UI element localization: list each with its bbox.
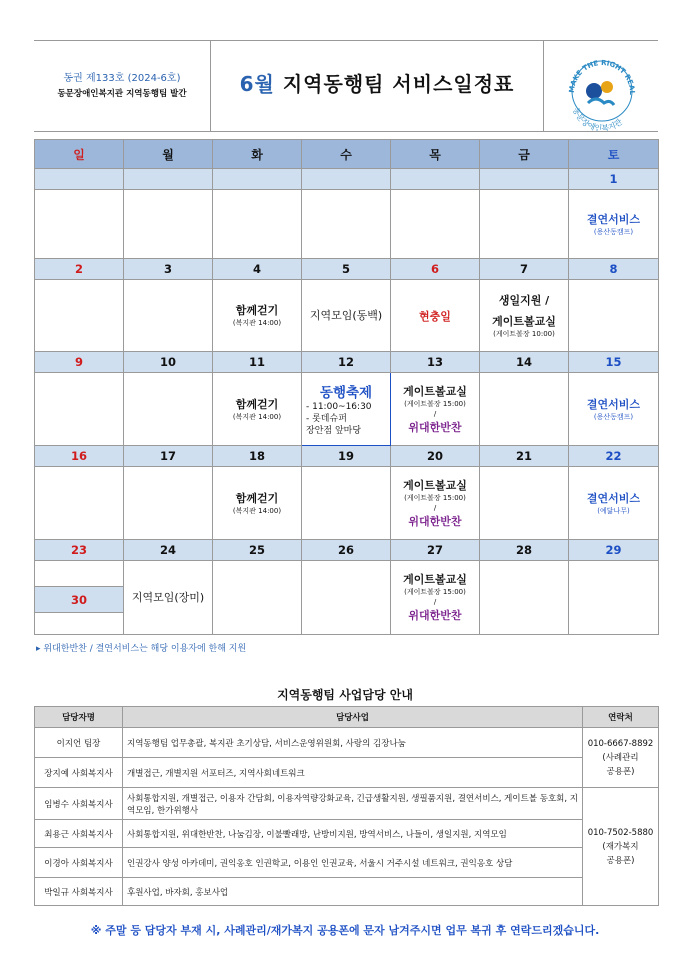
event-cell <box>124 561 213 635</box>
day-header-sun: 일 <box>35 140 124 169</box>
event-cell <box>480 373 569 446</box>
event-cell <box>302 190 391 259</box>
event-title: 함께걷기 <box>235 304 279 317</box>
phone-note: (사례관리 <box>602 752 639 763</box>
staff-duty: 인권강사 양성 아카데미, 권익옹호 인권학교, 이용인 인권교육, 서울시 거주시설 네트워크, 권익옹호 상담 <box>123 848 583 878</box>
date-cell <box>124 169 213 190</box>
publisher: 동문장애인복지관 지역동행팀 발간 <box>57 89 187 99</box>
date-cell <box>391 169 480 190</box>
date-cell: 30 <box>35 587 124 613</box>
event-cell <box>35 561 124 587</box>
event-cell <box>391 190 480 259</box>
date-cell: 4 <box>213 259 302 280</box>
festival-cell <box>302 373 391 446</box>
event-title: 게이트볼교실 <box>492 314 556 328</box>
event-cell <box>569 280 659 352</box>
event-cell <box>213 467 302 540</box>
event-title: 생일지원 / <box>498 293 550 307</box>
event-cell <box>480 280 569 352</box>
staff-duty: 사회통합지원, 개별접근, 이용자 간담회, 이용자역량강화교육, 긴급생활지원, 생필품지원, 결연서비스, 게이트볼 동호회, 지역모임, 한가위행사 <box>123 788 583 820</box>
date-cell: 20 <box>391 446 480 467</box>
date-cell: 15 <box>569 352 659 373</box>
event-cell <box>35 613 124 635</box>
date-cell: 26 <box>302 540 391 561</box>
date-cell: 28 <box>480 540 569 561</box>
date-cell <box>302 169 391 190</box>
day-header-sat: 토 <box>569 140 659 169</box>
staff-section-title: 지역동행팀 사업담당 안내 <box>277 688 413 702</box>
phone-note: (재가복지 <box>602 841 639 852</box>
phone-number: 010-7502-5880 <box>587 827 654 838</box>
newsletter-header <box>34 40 658 132</box>
date-cell <box>213 169 302 190</box>
staff-name: 이경아 사회복지사 <box>35 848 123 878</box>
event-cell <box>391 467 480 540</box>
date-cell: 18 <box>213 446 302 467</box>
staff-table <box>34 706 659 906</box>
date-cell: 6 <box>391 259 480 280</box>
event-cell <box>302 467 391 540</box>
event-title: 위대한반찬 <box>408 420 462 434</box>
svg-text:동문장애인복지관 <box>571 106 624 131</box>
event-cell <box>569 467 659 540</box>
logo-bottom-text: 동문장애인복지관 <box>570 106 625 131</box>
support-note: ▸ 위대한반찬 / 결연서비스는 해당 이용자에 한해 지원 <box>36 644 247 654</box>
event-detail: (복지관 14:00) <box>232 319 282 327</box>
date-cell: 16 <box>35 446 124 467</box>
event-title: 지역모임(동백) <box>309 309 383 322</box>
event-detail: (게이트볼장 15:00) <box>404 493 466 502</box>
date-cell <box>35 169 124 190</box>
staff-name: 장지예 사회복지사 <box>35 758 123 788</box>
staff-duty: 지역동행팀 업무총괄, 복지관 초기상담, 서비스운영위원회, 사랑의 김장나눔 <box>123 728 583 758</box>
phone-note: 공용폰) <box>606 766 635 777</box>
staff-duty: 개별접근, 개별지원 서포터즈, 지역사회네트워크 <box>123 758 583 788</box>
event-cell <box>124 280 213 352</box>
event-separator: / <box>433 503 437 512</box>
event-title: 위대한반찬 <box>408 514 462 528</box>
event-detail: (게이트볼장 15:00) <box>404 588 466 596</box>
date-cell: 3 <box>124 259 213 280</box>
day-header-fri: 금 <box>480 140 569 169</box>
event-cell <box>35 280 124 352</box>
event-cell <box>124 467 213 540</box>
event-cell <box>480 190 569 259</box>
event-title: 게이트볼교실 <box>403 573 467 586</box>
event-detail: (게이트볼장 10:00) <box>493 329 555 338</box>
event-title: 위대한반찬 <box>408 609 462 622</box>
phone-number: 010-6667-8892 <box>587 738 654 749</box>
staff-duty: 후원사업, 바자회, 홍보사업 <box>123 878 583 906</box>
date-cell: 17 <box>124 446 213 467</box>
day-header-tue: 화 <box>213 140 302 169</box>
footer-notice: ※ 주말 등 담당자 부재 시, 사례관리/재가복지 공용폰에 문자 남겨주시면 업무 복귀 후 연락드리겠습니다. <box>90 924 600 937</box>
event-detail: (게이트볼장 15:00) <box>404 399 466 408</box>
event-cell <box>302 280 391 352</box>
event-title: 지역모임(장미) <box>131 591 205 604</box>
event-cell <box>569 561 659 635</box>
event-cell <box>391 373 480 446</box>
date-cell: 13 <box>391 352 480 373</box>
title-month: 6월 <box>239 72 275 96</box>
event-cell <box>213 561 302 635</box>
event-title: 현충일 <box>419 309 451 323</box>
column-header: 담당사업 <box>123 707 583 728</box>
event-cell <box>480 561 569 635</box>
date-cell: 12 <box>302 352 391 373</box>
date-cell: 21 <box>480 446 569 467</box>
logo-top-text: MAKE THE RIGHT REAL <box>567 58 637 96</box>
issue-box <box>34 41 211 131</box>
event-detail: - 11:00~16:30 <box>306 402 372 412</box>
day-header-wed: 수 <box>302 140 391 169</box>
staff-name: 박일규 사회복지사 <box>35 878 123 906</box>
date-cell: 10 <box>124 352 213 373</box>
event-cell <box>35 190 124 259</box>
event-cell <box>124 190 213 259</box>
date-cell: 27 <box>391 540 480 561</box>
event-detail: 장안점 앞마당 <box>306 426 362 436</box>
table-row <box>35 878 659 906</box>
event-detail: (복지관 14:00) <box>232 506 282 515</box>
event-cell <box>391 280 480 352</box>
event-cell <box>35 373 124 446</box>
event-detail: - 롯데슈퍼 <box>306 414 347 424</box>
event-separator: / <box>433 409 437 418</box>
day-header-mon: 월 <box>124 140 213 169</box>
event-cell <box>569 373 659 446</box>
date-cell: 25 <box>213 540 302 561</box>
event-cell <box>35 467 124 540</box>
event-title: 게이트볼교실 <box>403 384 467 398</box>
contact-cell <box>583 728 659 788</box>
event-title: 게이트볼교실 <box>403 478 467 492</box>
table-row <box>35 788 659 820</box>
date-cell: 23 <box>35 540 124 561</box>
date-cell: 5 <box>302 259 391 280</box>
staff-name: 이지언 팀장 <box>35 728 123 758</box>
event-title: 결연서비스 <box>586 398 641 411</box>
table-row <box>35 758 659 788</box>
date-cell: 8 <box>569 259 659 280</box>
staff-duty: 사회통합지원, 위대한반찬, 나눔김장, 이불빨래방, 난방비지원, 방역서비스, 나들이, 생일지원, 지역모임 <box>123 820 583 848</box>
issue-number: 동권 제133호 (2024-6호) <box>63 73 181 84</box>
event-cell <box>213 190 302 259</box>
date-cell: 1 <box>569 169 659 190</box>
contact-cell <box>583 788 659 906</box>
event-detail: (용산동캠프) <box>593 228 634 236</box>
date-cell: 2 <box>35 259 124 280</box>
phone-note: 공용폰) <box>606 855 635 866</box>
table-row <box>35 820 659 848</box>
event-title: 결연서비스 <box>586 492 641 505</box>
date-cell: 7 <box>480 259 569 280</box>
event-cell <box>213 280 302 352</box>
day-header-thu: 목 <box>391 140 480 169</box>
event-detail: (예닮나무) <box>597 507 630 515</box>
event-title: 함께걷기 <box>235 491 279 505</box>
event-title: 함께걷기 <box>235 397 279 411</box>
event-cell <box>391 561 480 635</box>
event-detail: (용산동캠프) <box>593 413 634 421</box>
staff-name: 최용근 사회복지사 <box>35 820 123 848</box>
event-title: 결연서비스 <box>586 213 641 226</box>
date-cell: 11 <box>213 352 302 373</box>
page-title <box>210 41 544 131</box>
date-cell: 9 <box>35 352 124 373</box>
logo-icon <box>544 41 658 131</box>
date-cell: 29 <box>569 540 659 561</box>
staff-name: 임병수 사회복지사 <box>35 788 123 820</box>
table-row <box>35 848 659 878</box>
date-cell: 19 <box>302 446 391 467</box>
table-row <box>35 728 659 758</box>
date-cell: 22 <box>569 446 659 467</box>
event-cell <box>480 467 569 540</box>
service-calendar <box>34 139 659 635</box>
event-cell <box>124 373 213 446</box>
event-cell <box>569 190 659 259</box>
org-logo <box>543 41 658 131</box>
column-header: 담당자명 <box>35 707 123 728</box>
title-text: 지역동행팀 서비스일정표 <box>274 72 515 96</box>
event-separator: / <box>433 598 437 606</box>
event-cell <box>302 561 391 635</box>
date-cell: 14 <box>480 352 569 373</box>
event-title: 동행축제 <box>319 385 373 401</box>
event-cell <box>213 373 302 446</box>
column-header: 연락처 <box>583 707 659 728</box>
date-cell <box>480 169 569 190</box>
event-detail: (복지관 14:00) <box>232 412 282 421</box>
date-cell: 24 <box>124 540 213 561</box>
